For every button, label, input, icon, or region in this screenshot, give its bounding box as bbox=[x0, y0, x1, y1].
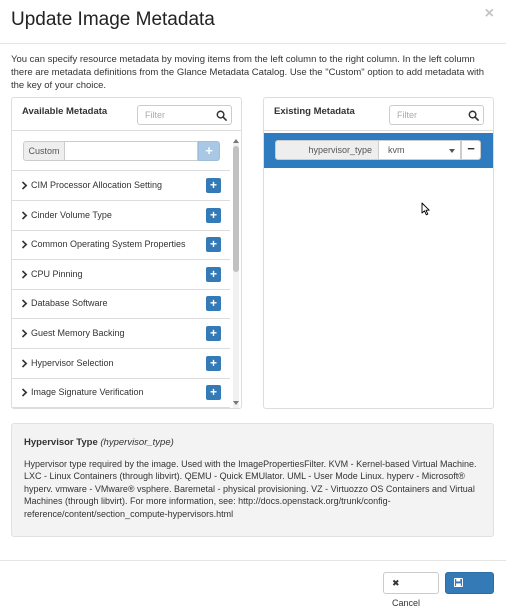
available-filter-input[interactable] bbox=[138, 106, 213, 124]
existing-filter-input[interactable] bbox=[390, 106, 465, 124]
custom-label: Custom bbox=[23, 141, 65, 161]
chevron-right-icon bbox=[21, 211, 28, 220]
description-key: (hypervisor_type) bbox=[100, 437, 174, 448]
list-item[interactable] bbox=[12, 201, 230, 231]
available-metadata-title: Available Metadata bbox=[22, 106, 108, 117]
list-item[interactable] bbox=[12, 260, 230, 290]
list-item[interactable] bbox=[12, 230, 230, 260]
caret-down-icon bbox=[449, 149, 455, 153]
add-metadata-button[interactable]: + bbox=[206, 208, 221, 223]
mouse-cursor-icon bbox=[421, 202, 430, 216]
list-item[interactable] bbox=[12, 319, 230, 349]
floppy-disk-icon bbox=[454, 578, 463, 587]
existing-key-label: hypervisor_type bbox=[275, 140, 379, 160]
modal-header bbox=[0, 0, 506, 44]
add-metadata-button[interactable]: + bbox=[206, 385, 221, 400]
description-title bbox=[24, 437, 174, 448]
chevron-right-icon bbox=[21, 240, 28, 249]
search-icon[interactable] bbox=[468, 110, 479, 121]
available-list-scrollbar[interactable] bbox=[232, 142, 240, 408]
list-item[interactable] bbox=[12, 349, 230, 379]
existing-value-select[interactable] bbox=[378, 140, 461, 160]
available-filter bbox=[137, 105, 232, 125]
description-name: Hypervisor Type bbox=[24, 437, 98, 448]
metadata-description-box bbox=[11, 423, 494, 537]
add-metadata-button[interactable]: + bbox=[206, 296, 221, 311]
save-button[interactable] bbox=[445, 572, 494, 608]
scroll-down-arrow-icon[interactable] bbox=[233, 401, 239, 405]
chevron-right-icon bbox=[21, 181, 28, 190]
list-item-label: Cinder Volume Type bbox=[31, 209, 112, 220]
add-metadata-button[interactable]: + bbox=[206, 356, 221, 371]
scrollbar-thumb[interactable] bbox=[233, 146, 239, 272]
description-body: Hypervisor type required by the image. Used with the ImagePropertiesFilter. KVM - Kernel-based Virtual Machine. LXC - Linux Containers (through libvirt). QEMU - Quick EMUlator. UML - User Mode Linux. hyperv - Microsoft® hyperv. vmware - VMware® vsphere. Baremetal - physical provisioning. VZ - Virtuozzo OS Containers and Virtual Machines (through libvirt). For more information, see: http://docs.openstack.org/trunk/config-reference/content/section_compute-hypervisors.html bbox=[24, 459, 477, 519]
list-item-label: CIM Processor Allocation Setting bbox=[31, 180, 163, 190]
available-metadata-panel bbox=[11, 97, 242, 409]
add-metadata-button[interactable]: + bbox=[206, 237, 221, 252]
cancel-button[interactable] bbox=[383, 572, 439, 608]
save-label: Save bbox=[454, 598, 475, 608]
chevron-right-icon bbox=[21, 359, 28, 368]
list-item-label: Database Software bbox=[31, 298, 108, 309]
available-metadata-list bbox=[12, 170, 230, 408]
list-item[interactable] bbox=[12, 171, 230, 201]
existing-metadata-header bbox=[264, 98, 493, 131]
close-icon[interactable]: × bbox=[484, 5, 494, 22]
custom-key-input[interactable] bbox=[64, 141, 198, 161]
scroll-up-arrow-icon[interactable] bbox=[233, 139, 239, 143]
existing-metadata-title: Existing Metadata bbox=[274, 106, 355, 117]
list-item-label: Image Signature Verification bbox=[31, 387, 144, 398]
list-item-label: Common Operating System Properties bbox=[31, 239, 186, 250]
existing-filter bbox=[389, 105, 484, 125]
add-metadata-button[interactable]: + bbox=[206, 267, 221, 282]
chevron-right-icon bbox=[21, 270, 28, 279]
list-item-label: CPU Pinning bbox=[31, 268, 83, 279]
existing-value-text: kvm bbox=[388, 145, 405, 155]
intro-text: You can specify resource metadata by moving items from the left column to the right column. In the left column there are metadata definitions from the Glance Metadata Catalog. Use the "Custom" option to add metadata with the key of your choice. bbox=[11, 54, 485, 91]
close-icon: ✖ bbox=[392, 578, 400, 588]
modal-footer bbox=[0, 560, 506, 608]
cancel-label: Cancel bbox=[392, 598, 421, 608]
custom-add-button[interactable]: + bbox=[198, 141, 220, 161]
list-item[interactable] bbox=[12, 378, 230, 408]
chevron-right-icon bbox=[21, 329, 28, 338]
dialog-title: Update Image Metadata bbox=[11, 9, 215, 30]
chevron-right-icon bbox=[21, 388, 28, 397]
add-metadata-button[interactable]: + bbox=[206, 326, 221, 341]
existing-metadata-row[interactable] bbox=[264, 133, 493, 168]
remove-metadata-button[interactable]: − bbox=[461, 140, 481, 160]
add-metadata-button[interactable]: + bbox=[206, 178, 221, 193]
list-item-label: Hypervisor Selection bbox=[31, 357, 114, 368]
search-icon[interactable] bbox=[216, 110, 227, 121]
custom-metadata-row bbox=[23, 141, 220, 161]
chevron-right-icon bbox=[21, 299, 28, 308]
list-item[interactable] bbox=[12, 289, 230, 319]
existing-metadata-panel bbox=[263, 97, 494, 409]
list-item-label: Guest Memory Backing bbox=[31, 328, 125, 338]
available-metadata-header bbox=[12, 98, 241, 131]
